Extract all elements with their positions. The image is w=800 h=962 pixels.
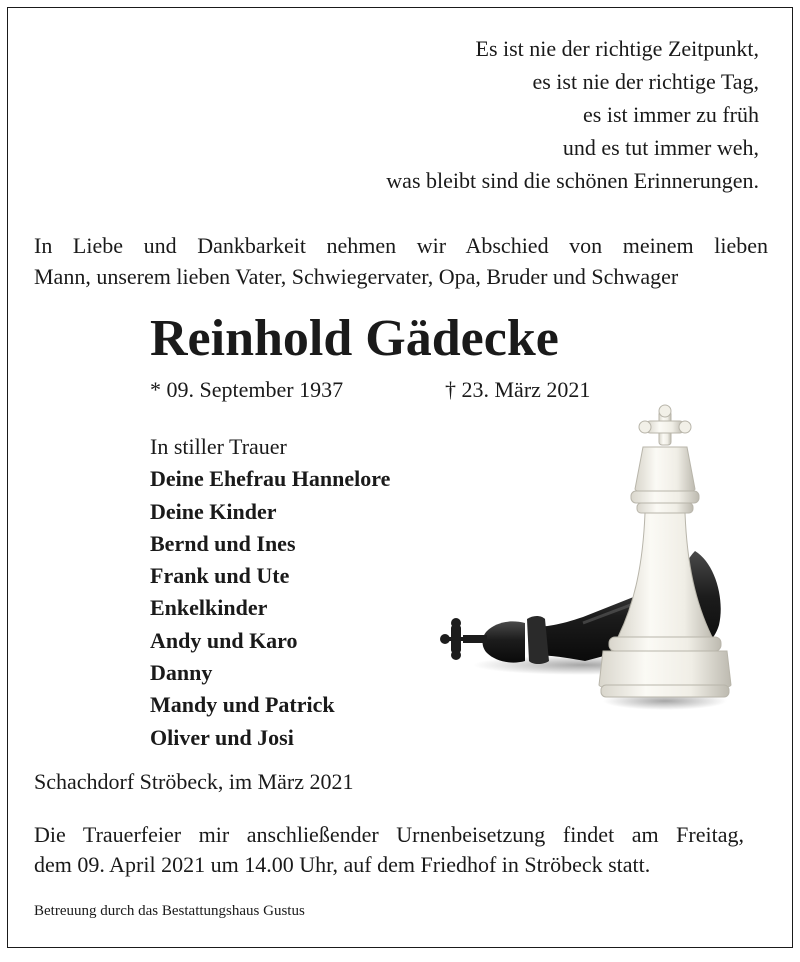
ceremony-line: dem 09. April 2021 um 14.00 Uhr, auf dem Friedhof in Ströbeck statt.	[34, 852, 651, 877]
mourner-name: Danny	[150, 660, 213, 686]
ceremony-line: Die Trauerfeier mir anschließender Urnenbeisetzung findet am Freitag,	[34, 822, 744, 847]
poem-line: es ist immer zu früh	[583, 102, 759, 127]
mourner-name: Deine Kinder	[150, 498, 277, 524]
mourners-list	[150, 431, 390, 754]
deceased-name: Reinhold Gädecke	[150, 310, 559, 367]
farewell-line: Mann, unserem lieben Vater, Schwiegervater, Opa, Bruder und Schwager	[34, 264, 679, 289]
mourners-heading: In stiller Trauer	[150, 434, 287, 459]
farewell-text	[34, 230, 768, 292]
white-king-piece	[599, 405, 731, 697]
birth-date: * 09. September 1937	[150, 377, 344, 402]
death-date: † 23. März 2021	[445, 377, 591, 402]
farewell-line: In Liebe und Dankbarkeit nehmen wir Abschied von meinem lieben	[34, 233, 768, 258]
chess-kings-icon	[433, 403, 733, 713]
poem-line: Es ist nie der richtige Zeitpunkt,	[475, 36, 759, 61]
ceremony-info	[34, 820, 744, 880]
obituary-notice	[7, 7, 793, 948]
mourner-name: Mandy und Patrick	[150, 692, 335, 718]
mourner-name: Frank und Ute	[150, 563, 290, 589]
poem-line: und es tut immer weh,	[562, 135, 759, 160]
poem-line: was bleibt sind die schönen Erinnerungen.	[386, 168, 759, 193]
mourner-name: Enkelkinder	[150, 595, 268, 621]
place-and-date: Schachdorf Ströbeck, im März 2021	[34, 769, 354, 794]
funeral-home-credit: Betreuung durch das Bestattungshaus Gustus	[34, 903, 305, 919]
poem	[386, 32, 759, 197]
mourner-name: Andy und Karo	[150, 627, 298, 653]
mourner-name: Bernd und Ines	[150, 530, 296, 556]
mourner-name: Oliver und Josi	[150, 724, 294, 750]
mourner-name: Deine Ehefrau Hannelore	[150, 466, 391, 492]
poem-line: es ist nie der richtige Tag,	[532, 69, 759, 94]
